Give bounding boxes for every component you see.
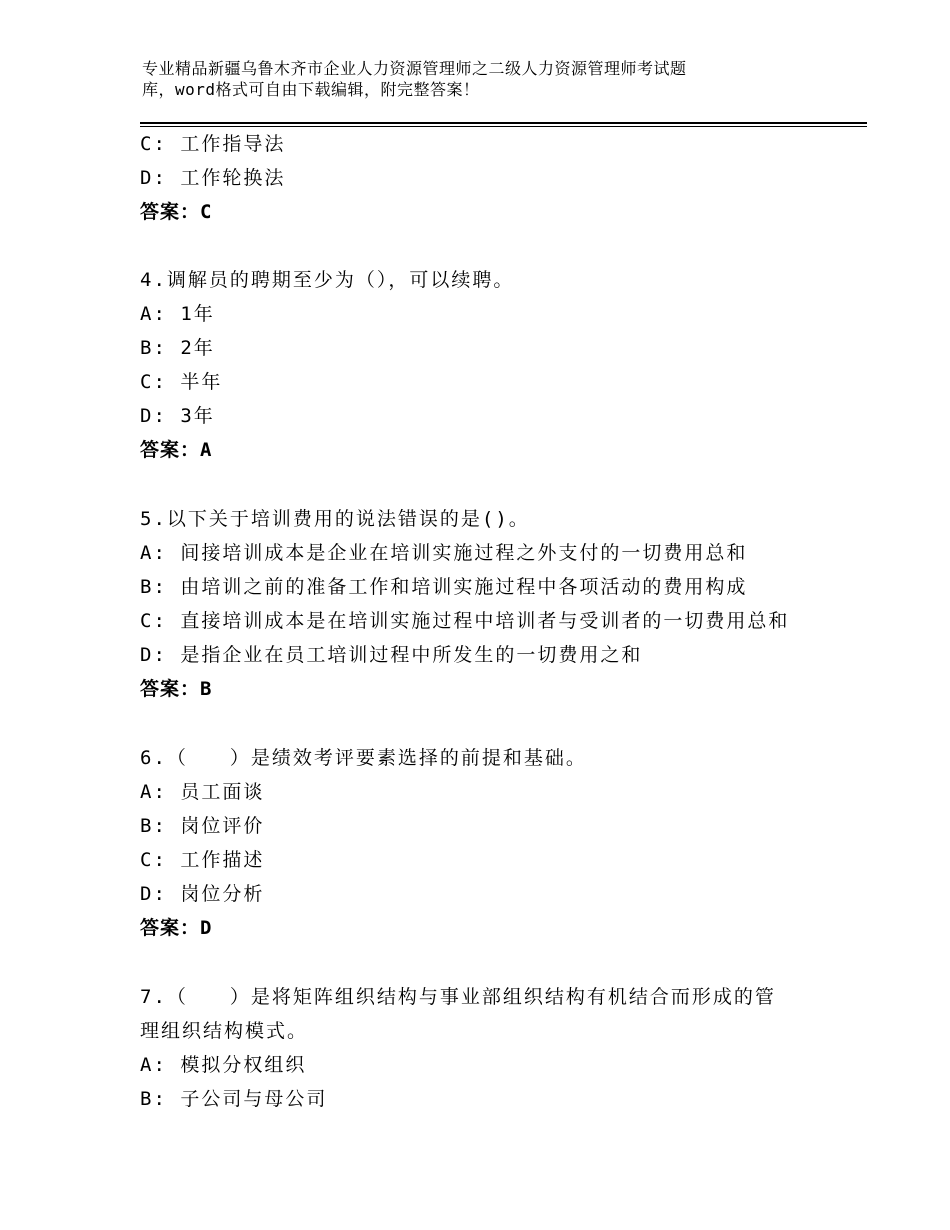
option-a: A: 模拟分权组织 bbox=[140, 1054, 307, 1076]
option-d: D: 3年 bbox=[140, 405, 215, 427]
option-c: C: 工作指导法 bbox=[140, 133, 286, 155]
answer-line: 答案：C bbox=[140, 201, 213, 223]
option-b: B: 2年 bbox=[140, 337, 215, 359]
answer-line: 答案：B bbox=[140, 678, 213, 700]
option-c: C: 半年 bbox=[140, 371, 223, 393]
answer-line: 答案：D bbox=[140, 917, 213, 939]
question-stem: 6.（ ）是绩效考评要素选择的前提和基础。 bbox=[140, 747, 587, 769]
option-c: C: 直接培训成本是在培训实施过程中培训者与受训者的一切费用总和 bbox=[140, 610, 790, 632]
header-line-2: 库，word格式可自由下载编辑，附完整答案！ bbox=[142, 80, 480, 99]
option-a: A: 员工面谈 bbox=[140, 781, 265, 803]
question-stem: 5.以下关于培训费用的说法错误的是()。 bbox=[140, 508, 530, 530]
question-stem-continued: 理组织结构模式。 bbox=[140, 1020, 309, 1042]
option-a: A: 间接培训成本是企业在培训实施过程之外支付的一切费用总和 bbox=[140, 542, 748, 564]
option-d: D: 工作轮换法 bbox=[140, 167, 286, 189]
answer-line: 答案：A bbox=[140, 439, 213, 461]
option-b: B: 岗位评价 bbox=[140, 815, 265, 837]
option-c: C: 工作描述 bbox=[140, 849, 265, 871]
question-stem: 4.调解员的聘期至少为（），可以续聘。 bbox=[140, 269, 515, 291]
option-b: B: 子公司与母公司 bbox=[140, 1088, 328, 1110]
option-b: B: 由培训之前的准备工作和培训实施过程中各项活动的费用构成 bbox=[140, 576, 748, 598]
option-d: D: 岗位分析 bbox=[140, 883, 265, 905]
question-stem: 7.（ ）是将矩阵组织结构与事业部组织结构有机结合而形成的管 bbox=[140, 986, 776, 1008]
header-rule-thick bbox=[140, 122, 867, 124]
header-line-1: 专业精品新疆乌鲁木齐市企业人力资源管理师之二级人力资源管理师考试题 bbox=[142, 59, 687, 78]
option-d: D: 是指企业在员工培训过程中所发生的一切费用之和 bbox=[140, 644, 643, 666]
document-header bbox=[142, 58, 842, 100]
header-rule-thin bbox=[140, 126, 867, 127]
option-a: A: 1年 bbox=[140, 303, 215, 325]
